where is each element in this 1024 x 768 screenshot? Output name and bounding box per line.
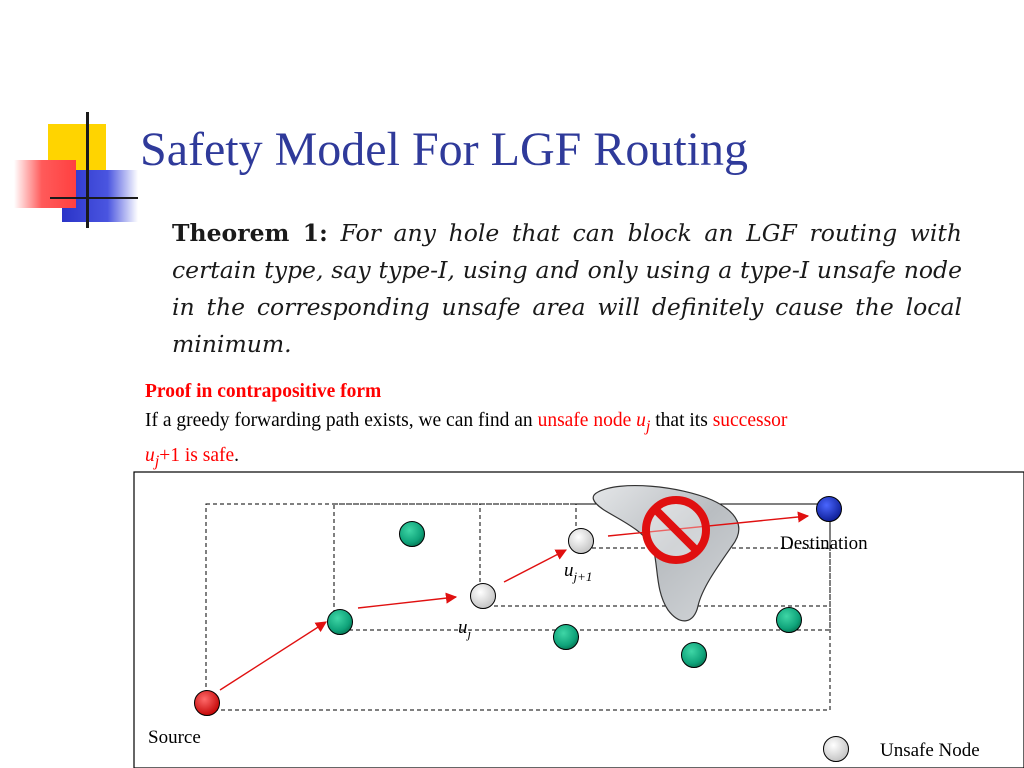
unsafe-node-uj1 (569, 529, 594, 554)
destination-node (817, 497, 842, 522)
proof-uj1-subscript: j (154, 451, 160, 470)
safe-node (682, 643, 707, 668)
safe-node (328, 610, 353, 635)
theorem-text: For any hole that can block an LGF routing with certain type, say type-I, using and only using a type-I unsafe node in the corresponding unsafe area will definitely cause the local minimum. (172, 219, 962, 358)
proof-heading: Proof in contrapositive form (145, 381, 382, 402)
source-node (195, 691, 220, 716)
proof-period: . (234, 444, 240, 466)
proof-successor: successor (712, 410, 788, 431)
proof-plus-one-safe: +1 is safe (159, 444, 235, 466)
diagram-frame (134, 472, 1024, 768)
safe-node (400, 522, 425, 547)
uj1-subscript: j+1 (573, 569, 593, 584)
safe-node (777, 608, 802, 633)
proof-uj-subscript: j (645, 416, 651, 435)
theorem-label: Theorem 1: (172, 219, 328, 247)
legend-unsafe-node-icon (824, 737, 849, 762)
source-label: Source (148, 727, 201, 748)
destination-label: Destination (780, 533, 868, 554)
safe-node (554, 625, 579, 650)
unsafe-node-uj (471, 584, 496, 609)
slide-title: Safety Model For LGF Routing (140, 123, 748, 176)
proof-uj-symbol: u (636, 410, 646, 431)
proof-unsafe-node: unsafe node (537, 410, 632, 431)
proof-that-its: that its (655, 410, 708, 431)
no-entry-icon (646, 500, 706, 560)
proof-line-prefix: If a greedy forwarding path exists, we can find an (145, 410, 533, 431)
uj-subscript: j (467, 626, 472, 641)
uj1-symbol: u (564, 560, 574, 581)
uj-symbol: u (458, 617, 468, 638)
legend-label: Unsafe Node (880, 740, 980, 761)
proof-uj1-symbol: u (145, 444, 155, 466)
